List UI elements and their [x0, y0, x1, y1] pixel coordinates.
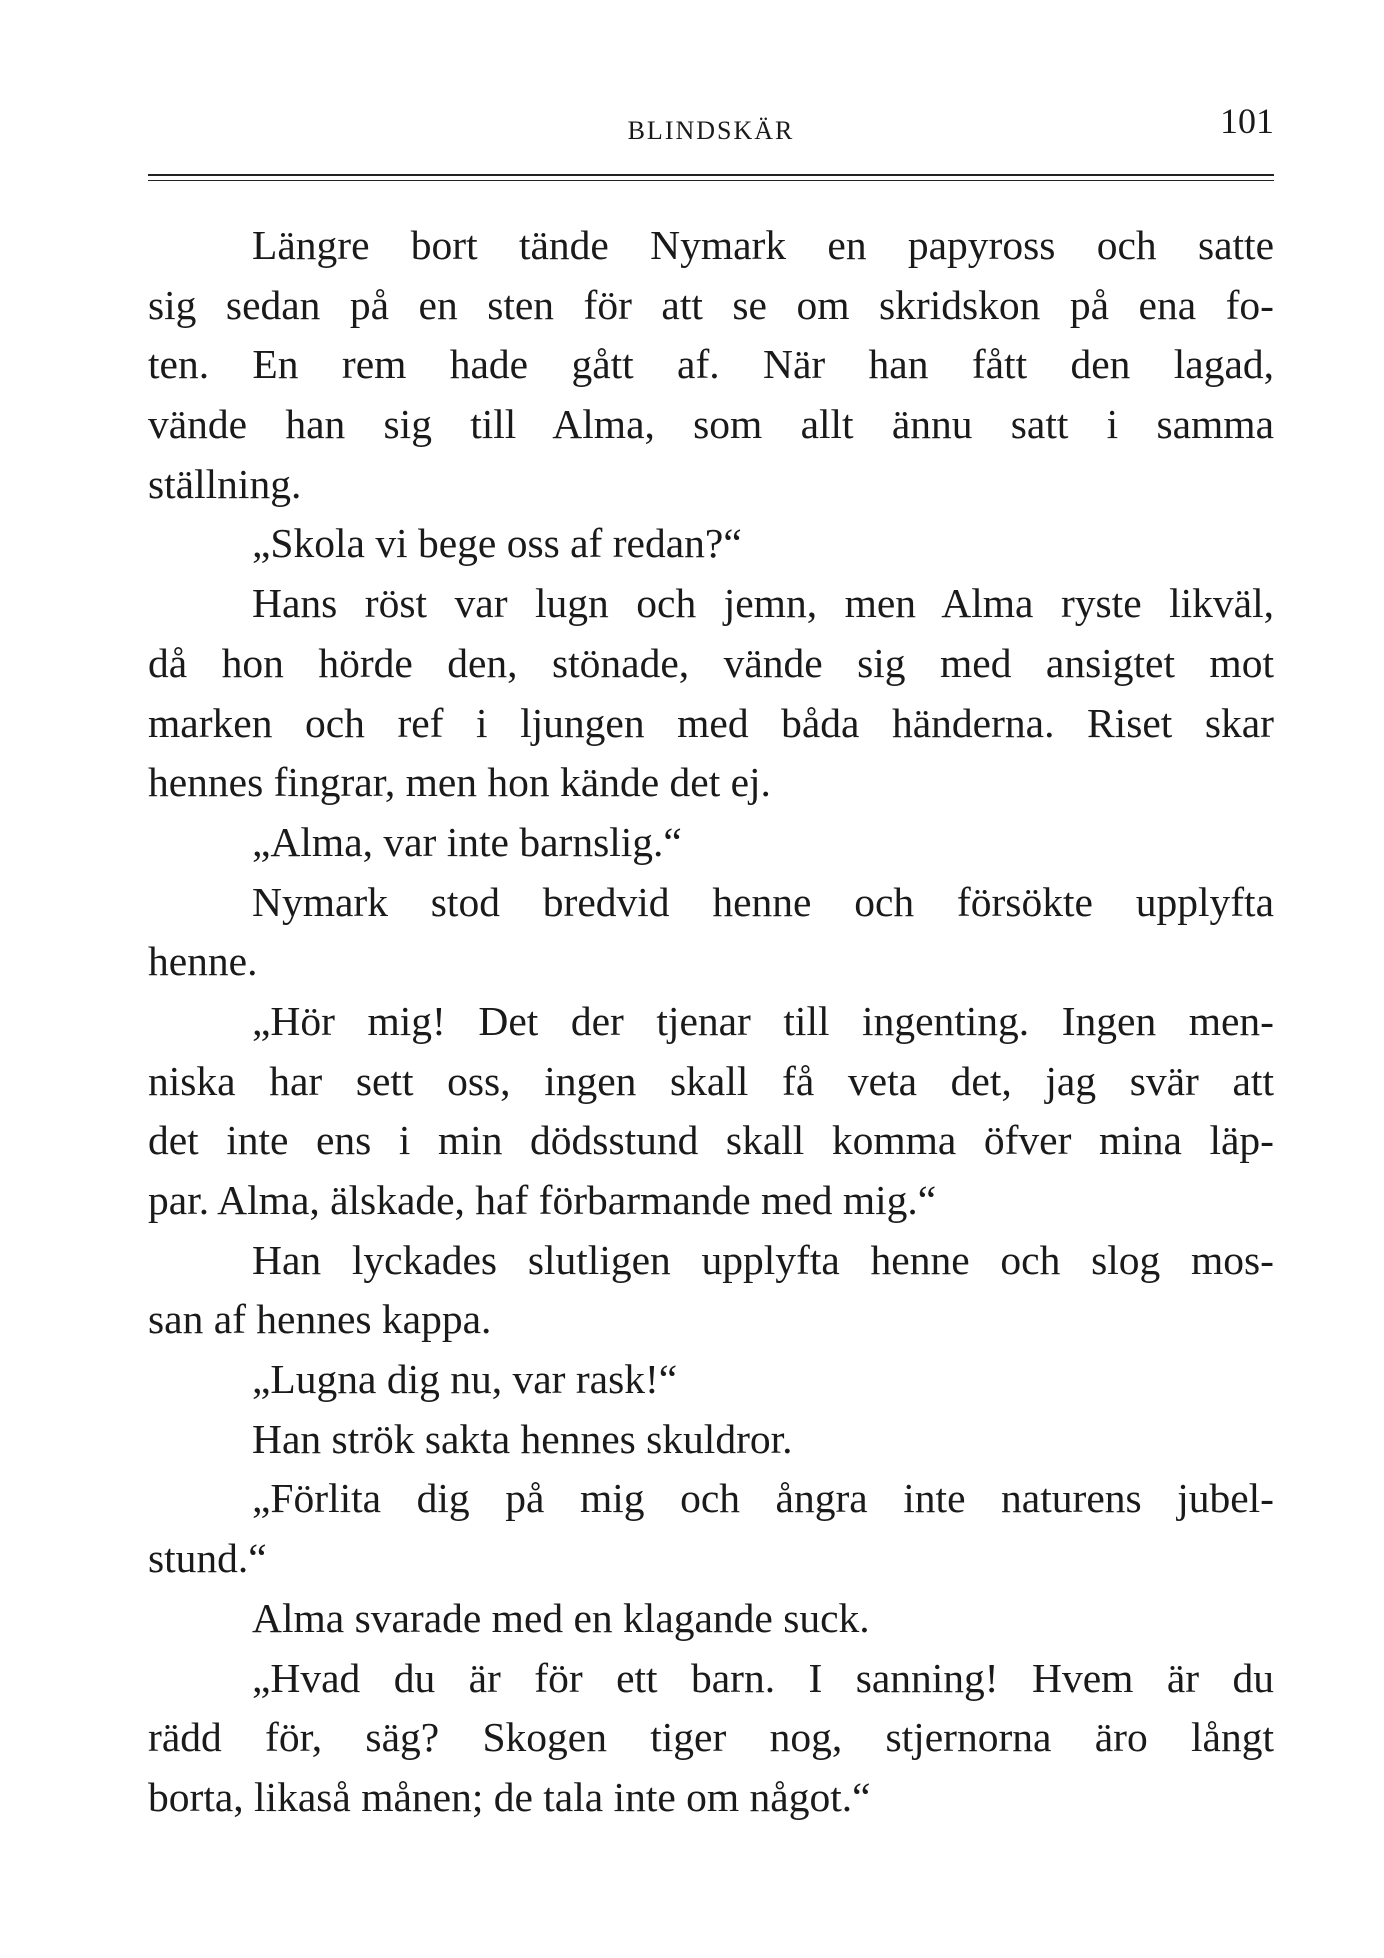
page-header — [148, 100, 1274, 160]
text-line: rädd för, säg? Skogen tiger nog, stjernorna äro långt — [148, 1714, 1274, 1761]
text-line: ten. En rem hade gått af. När han fått den lagad, — [148, 341, 1274, 388]
text-line: sig sedan på en sten för att se om skridskon på ena fo- — [148, 281, 1274, 328]
text-line: Alma svarade med en klagande suck. — [252, 1594, 870, 1641]
text-line: „Lugna dig nu, var rask!“ — [252, 1356, 678, 1403]
header-rule-thin — [148, 180, 1274, 181]
text-line: marken och ref i ljungen med båda händerna. Riset skar — [148, 699, 1274, 746]
running-title: BLINDSKÄR — [627, 116, 795, 145]
text-line: vände han sig till Alma, som allt ännu satt i samma — [148, 401, 1274, 448]
text-line: „Alma, var inte barnslig.“ — [252, 818, 682, 865]
text-line: „Hvad du är för ett barn. I sanning! Hvem är du — [252, 1654, 1274, 1701]
text-line: niska har sett oss, ingen skall få veta det, jag svär att — [148, 1057, 1274, 1104]
text-line: stund.“ — [148, 1535, 267, 1582]
text-line: borta, likaså månen; de tala inte om något.“ — [148, 1773, 871, 1820]
page-number: 101 — [1220, 101, 1274, 141]
text-line: „Hör mig! Det der tjenar till ingenting. Ingen men- — [252, 997, 1274, 1044]
text-line: ställning. — [148, 460, 302, 507]
text-line: då hon hörde den, stönade, vände sig med ansigtet mot — [148, 639, 1274, 686]
text-line: „Skola vi bege oss af redan?“ — [252, 520, 742, 567]
text-line: Hans röst var lugn och jemn, men Alma ryste likväl, — [252, 580, 1274, 627]
text-line: hennes fingrar, men hon kände det ej. — [148, 759, 771, 806]
text-line: san af hennes kappa. — [148, 1296, 492, 1343]
text-line: par. Alma, älskade, haf förbarmande med mig.“ — [148, 1177, 937, 1223]
text-line: henne. — [148, 938, 258, 985]
body-text — [148, 216, 1274, 1828]
text-line: Längre bort tände Nymark en papyross och satte — [252, 222, 1274, 268]
text-line: Han strök sakta hennes skuldror. — [252, 1415, 793, 1462]
header-rule-thick — [148, 174, 1274, 176]
text-line: Nymark stod bredvid henne och försökte upplyfta — [252, 878, 1274, 925]
text-line: „Förlita dig på mig och ångra inte naturens jubel- — [252, 1475, 1274, 1522]
text-line: Han lyckades slutligen upplyfta henne och slog mos- — [252, 1236, 1274, 1283]
text-line: det inte ens i min dödsstund skall komma öfver mina läp- — [148, 1117, 1274, 1164]
